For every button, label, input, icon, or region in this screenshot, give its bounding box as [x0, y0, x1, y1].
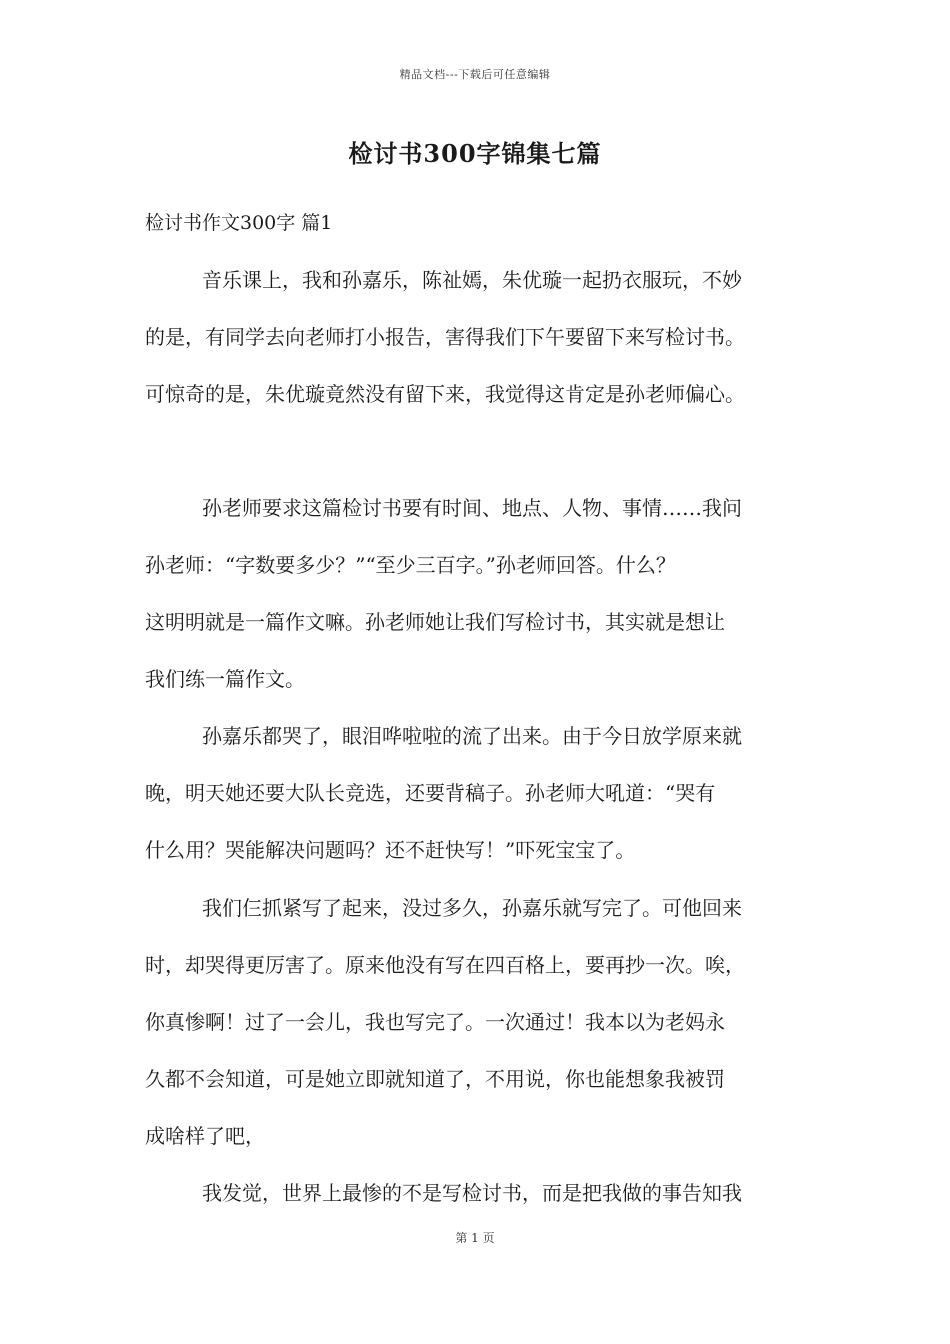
header-note: 精品文档---下载后可任意编辑 — [399, 68, 551, 81]
text-line: 晚，明天她还要大队长竞选，还要背稿子。孙老师大吼道：“哭有 — [145, 781, 716, 805]
text-line: 这明明就是一篇作文嘛。孙老师她让我们写检讨书，其实就是想让 — [145, 610, 725, 634]
text-line: 你真惨啊！过了一会儿，我也写完了。一次通过！我本以为老妈永 — [145, 1010, 725, 1034]
text-line: 我发觉，世界上最惨的不是写检讨书，而是把我做的事告知我 — [202, 1181, 742, 1205]
text-line: 孙嘉乐都哭了，眼泪哗啦啦的流了出来。由于今日放学原来就 — [202, 724, 742, 748]
text-line: 孙老师要求这篇检讨书要有时间、地点、人物、事情……我问 — [202, 496, 742, 520]
text-line: 我们仨抓紧写了起来，没过多久，孙嘉乐就写完了。可他回来 — [202, 896, 742, 920]
text-line: 的是，有同学去向老师打小报告，害得我们下午要留下来写检讨书。 — [145, 325, 745, 349]
text-line: 久都不会知道，可是她立即就知道了，不用说，你也能想象我被罚 — [145, 1067, 725, 1091]
text-line: 孙老师：“字数要多少？”“至少三百字。”孙老师回答。什么？ — [145, 553, 676, 577]
text-line: 什么用？哭能解决问题吗？还不赶快写！”吓死宝宝了。 — [145, 838, 636, 862]
text-line: 可惊奇的是，朱优璇竟然没有留下来，我觉得这肯定是孙老师偏心。 — [145, 382, 745, 406]
page-number: 第 1 页 — [455, 1231, 495, 1245]
text-line: 成啥样了吧， — [145, 1124, 265, 1148]
text-line: 音乐课上，我和孙嘉乐，陈祉嫣，朱优璇一起扔衣服玩，不妙 — [202, 268, 742, 292]
text-line: 时，却哭得更厉害了。原来他没有写在四百格上，要再抄一次。唉， — [145, 953, 745, 977]
section-heading: 检讨书作文300字 篇1 — [145, 212, 333, 234]
text-line: 我们练一篇作文。 — [145, 667, 305, 691]
document-title: 检讨书300字锦集七篇 — [348, 139, 602, 168]
